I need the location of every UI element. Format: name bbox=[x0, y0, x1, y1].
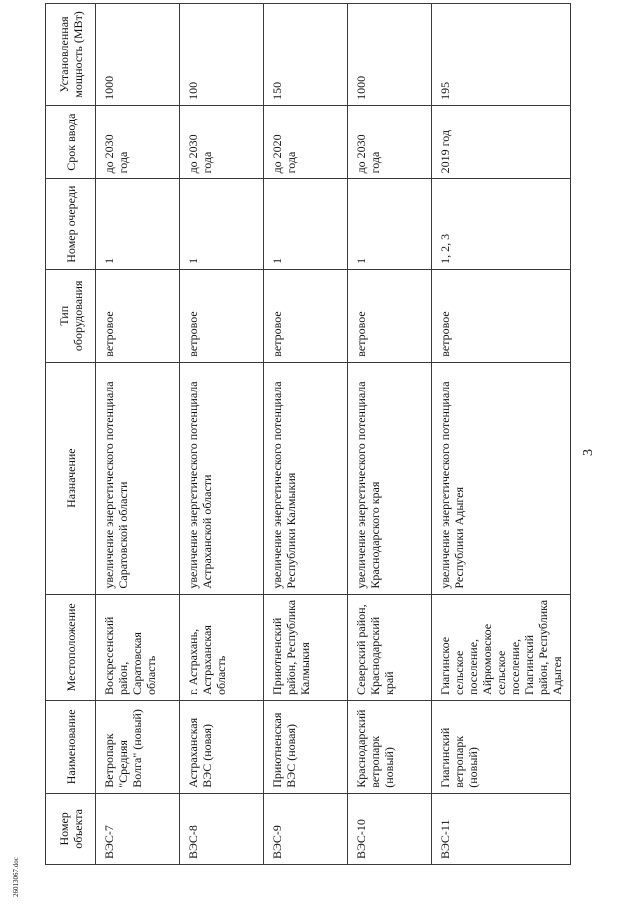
cell-location: Воскресенский район, Саратовская область bbox=[96, 594, 180, 700]
facilities-table bbox=[45, 3, 571, 865]
cell-equipment-type: ветровое bbox=[348, 269, 432, 362]
cell-installed-capacity: 195 bbox=[432, 4, 571, 106]
cell-installed-capacity: 150 bbox=[264, 4, 348, 106]
cell-purpose: увеличение энергетического потенциала Республики Адыгея bbox=[432, 362, 571, 594]
cell-purpose: увеличение энергетического потенциала Саратовской области bbox=[96, 362, 180, 594]
cell-object-number: ВЭС-11 bbox=[432, 793, 571, 864]
cell-commissioning-term: до 2030 года bbox=[180, 105, 264, 179]
cell-object-number: ВЭС-10 bbox=[348, 793, 432, 864]
header-installed-capacity: Установленная мощность (МВт) bbox=[46, 4, 96, 106]
cell-equipment-type: ветровое bbox=[180, 269, 264, 362]
cell-installed-capacity: 1000 bbox=[96, 4, 180, 106]
cell-stage-number: 1 bbox=[96, 179, 180, 270]
cell-equipment-type: ветровое bbox=[96, 269, 180, 362]
header-equipment-type: Тип оборудования bbox=[46, 269, 96, 362]
header-stage-number: Номер очереди bbox=[46, 179, 96, 270]
header-name: Наименование bbox=[46, 700, 96, 793]
header-purpose: Назначение bbox=[46, 362, 96, 594]
cell-purpose: увеличение энергетического потенциала Астраханской области bbox=[180, 362, 264, 594]
cell-stage-number: 1, 2, 3 bbox=[432, 179, 571, 270]
cell-location: Приютненский район, Республика Калмыкия bbox=[264, 594, 348, 700]
cell-name: Астраханская ВЭС (новая) bbox=[180, 700, 264, 793]
cell-equipment-type: ветровое bbox=[264, 269, 348, 362]
cell-object-number: ВЭС-8 bbox=[180, 793, 264, 864]
header-commissioning-term: Срок ввода bbox=[46, 105, 96, 179]
cell-location: г. Астрахань, Астраханская область bbox=[180, 594, 264, 700]
cell-commissioning-term: 2019 год bbox=[432, 105, 571, 179]
header-location: Местоположение bbox=[46, 594, 96, 700]
cell-name: Ветропарк "Средняя Волга" (новый) bbox=[96, 700, 180, 793]
cell-commissioning-term: до 2030 года bbox=[96, 105, 180, 179]
cell-name: Краснодарский ветропарк (новый) bbox=[348, 700, 432, 793]
table-row bbox=[180, 4, 264, 865]
cell-stage-number: 1 bbox=[180, 179, 264, 270]
cell-name: Приютненская ВЭС (новая) bbox=[264, 700, 348, 793]
cell-location: Гиагинское сельское поселение, Айрюмовское сельское поселение, Гиагинский район, Республика Адыгея bbox=[432, 594, 571, 700]
cell-stage-number: 1 bbox=[264, 179, 348, 270]
cell-location: Северский район, Краснодарский край bbox=[348, 594, 432, 700]
table-row bbox=[432, 4, 571, 865]
table-row bbox=[348, 4, 432, 865]
cell-purpose: увеличение энергетического потенциала Республики Калмыкия bbox=[264, 362, 348, 594]
document-code: 26013067.doc bbox=[12, 857, 20, 897]
table-row bbox=[264, 4, 348, 865]
table-row bbox=[96, 4, 180, 865]
cell-stage-number: 1 bbox=[348, 179, 432, 270]
cell-object-number: ВЭС-9 bbox=[264, 793, 348, 864]
header-object-number: Номер объекта bbox=[46, 793, 96, 864]
cell-name: Гиагинский ветропарк (новый) bbox=[432, 700, 571, 793]
cell-commissioning-term: до 2030 года bbox=[348, 105, 432, 179]
cell-equipment-type: ветровое bbox=[432, 269, 571, 362]
cell-object-number: ВЭС-7 bbox=[96, 793, 180, 864]
page-number: 3 bbox=[581, 449, 596, 456]
table-header-row bbox=[46, 4, 96, 865]
cell-installed-capacity: 100 bbox=[180, 4, 264, 106]
cell-commissioning-term: до 2020 года bbox=[264, 105, 348, 179]
cell-installed-capacity: 1000 bbox=[348, 4, 432, 106]
cell-purpose: увеличение энергетического потенциала Краснодарского края bbox=[348, 362, 432, 594]
